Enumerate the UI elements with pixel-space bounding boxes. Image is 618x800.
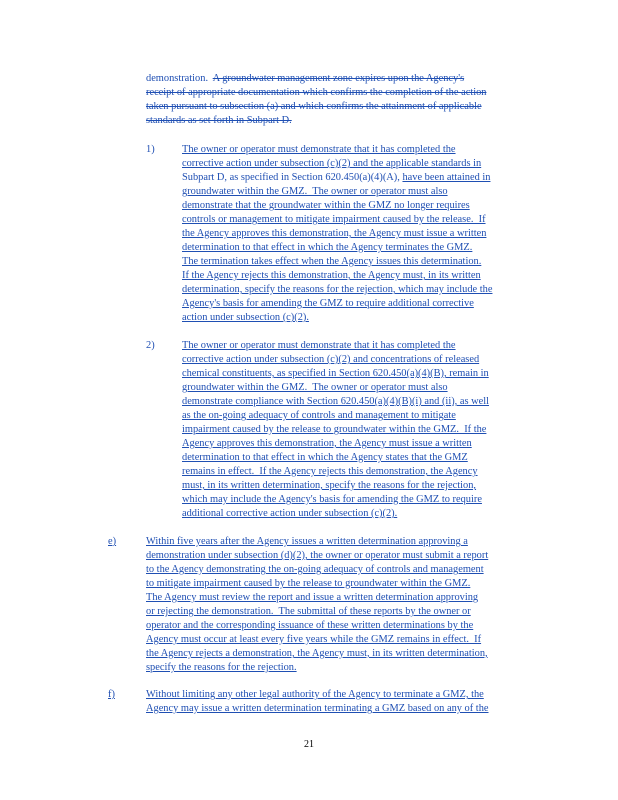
item-1-line: the Agency approves this demonstration, the Agency must issue a written — [182, 228, 487, 239]
item-1-line: controls or management to mitigate impairment caused by the release. If — [182, 214, 486, 225]
item-e-line: demonstration under subsection (d)(2), the owner or operator must submit a report — [146, 550, 489, 561]
item-e-line: operator and the corresponding issuance of these written determinations by the — [146, 620, 474, 631]
item-e-line: The Agency must review the report and issue a written determination approving — [146, 592, 479, 603]
intro-line-3: taken pursuant to subsection (a) and which confirms the attainment of applicable — [146, 101, 482, 112]
item-2-line: as the on-going adequacy of controls and management to mitigate — [182, 410, 456, 421]
intro-line-1 — [146, 72, 464, 86]
item-1-line: corrective action under subsection (c)(2) and the applicable standards in — [182, 158, 482, 169]
intro-line-2: receipt of appropriate documentation which confirms the completion of the action — [146, 87, 487, 98]
item-e-line: or rejecting the demonstration. The submittal of these reports by the owner or — [146, 606, 471, 617]
item-2-number: 2) — [146, 340, 155, 351]
item-e-line: the Agency rejects a demonstration, the Agency must, in its written determination, — [146, 648, 488, 659]
item-e-line: Agency must occur at least every five years while the GMZ remains in effect. If — [146, 634, 482, 645]
item-1-line: action under subsection (c)(2). — [182, 312, 309, 323]
item-2-line: impairment caused by the release to groundwater within the GMZ. If the — [182, 424, 487, 435]
item-1-line: groundwater within the GMZ. The owner or operator must also — [182, 186, 448, 197]
item-1-line: The termination takes effect when the Agency issues this determination. — [182, 256, 482, 267]
item-1-number: 1) — [146, 144, 155, 155]
intro-plain: demonstration. — [146, 73, 213, 84]
item-e-line: to mitigate impairment caused by the release to groundwater within the GMZ. — [146, 578, 471, 589]
item-2-line: corrective action under subsection (c)(2) and concentrations of released — [182, 354, 480, 365]
item-f-line: Without limiting any other legal authority of the Agency to terminate a GMZ, the — [146, 689, 484, 700]
item-1-line: If the Agency rejects this demonstration, the Agency must, in its written — [182, 270, 481, 281]
item-2-line: demonstrate compliance with Section 620.450(a)(4)(B)(i) and (ii), as well — [182, 396, 490, 407]
item-1-line: determination to that effect in which the Agency terminates the GMZ. — [182, 242, 473, 253]
item-1-line: demonstrate that the groundwater within the GMZ no longer requires — [182, 200, 470, 211]
item-2-line: groundwater within the GMZ. The owner or operator must also — [182, 382, 448, 393]
item-1-line: Subpart D, as specified in Section 620.450(a)(4)(A), have been attained in — [182, 172, 491, 183]
item-1-line: determination, specify the reasons for the rejection, which may include the — [182, 284, 493, 295]
item-1-line: Agency's basis for amending the GMZ to require additional corrective — [182, 298, 474, 309]
intro-struck: A groundwater management zone expires upon the Agency's — [212, 73, 465, 84]
item-2-line: determination to that effect in which the Agency states that the GMZ — [182, 452, 468, 463]
item-2-line: The owner or operator must demonstrate that it has completed the — [182, 340, 456, 351]
item-2-line: which may include the Agency's basis for amending the GMZ to require — [182, 494, 482, 505]
item-2-line: remains in effect. If the Agency rejects this demonstration, the Agency — [182, 466, 478, 477]
item-2-line: Agency approves this demonstration, the Agency must issue a written — [182, 438, 472, 449]
item-1-line: The owner or operator must demonstrate that it has completed the — [182, 144, 456, 155]
item-f-letter: f) — [108, 689, 115, 700]
item-2-line: additional corrective action under subsection (c)(2). — [182, 508, 398, 519]
item-2-line: must, in its written determination, specify the reasons for the rejection, — [182, 480, 477, 491]
item-e-letter: e) — [108, 536, 117, 547]
item-f-line: Agency may issue a written determination terminating a GMZ based on any of the — [146, 703, 489, 714]
item-2-line: chemical constituents, as specified in Section 620.450(a)(4)(B), remain in — [182, 368, 489, 379]
intro-line-4: standards as set forth in Subpart D. — [146, 115, 292, 126]
item-e-line: to the Agency demonstrating the on-going adequacy of controls and management — [146, 564, 484, 575]
page-number: 21 — [304, 739, 314, 750]
item-e-line: Within five years after the Agency issues a written determination approving a — [146, 536, 468, 547]
item-e-line: specify the reasons for the rejection. — [146, 662, 297, 673]
